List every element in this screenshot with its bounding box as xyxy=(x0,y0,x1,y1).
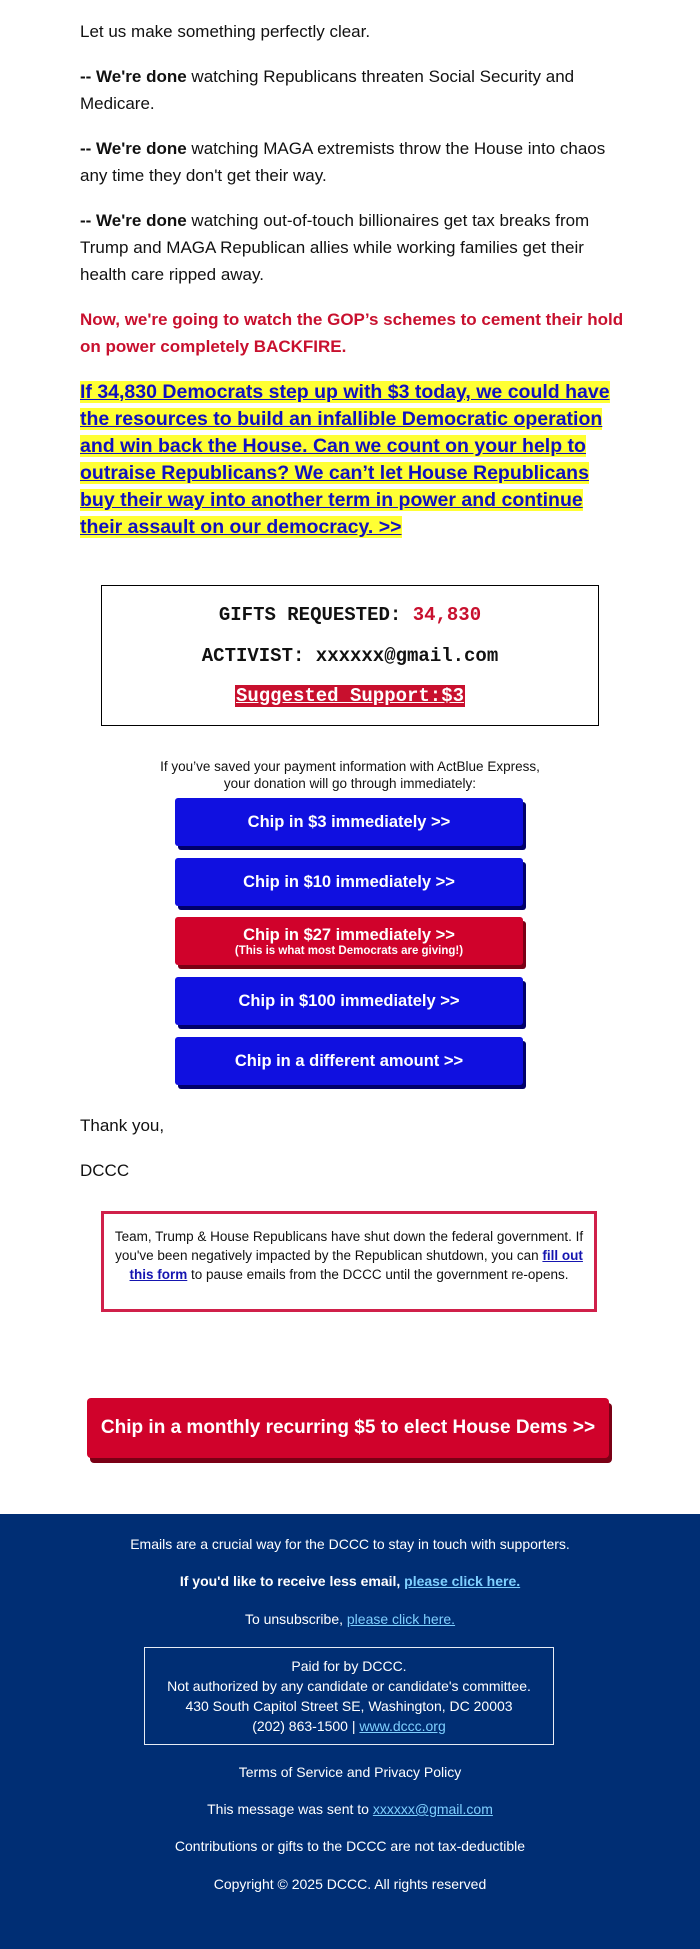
suggested-support xyxy=(102,685,598,707)
less-email-link[interactable]: please click here. xyxy=(404,1573,521,1589)
button-sublabel: (This is what most Democrats are giving!) xyxy=(234,944,464,957)
gifts-label: GIFTS REQUESTED: xyxy=(218,604,413,626)
paid-for-box xyxy=(144,1647,554,1745)
actblue-note xyxy=(100,758,600,792)
bullet-2 xyxy=(80,135,625,189)
signature: DCCC xyxy=(80,1161,130,1180)
chip-27-button[interactable] xyxy=(175,917,523,965)
highlight-paragraph xyxy=(80,379,625,541)
sent-to-line xyxy=(0,1801,700,1817)
tax-note: Contributions or gifts to the DCCC are not tax-deductible xyxy=(174,1838,526,1854)
chip-100-button[interactable] xyxy=(175,977,523,1025)
website-link[interactable]: www.dccc.org xyxy=(359,1718,446,1734)
button-label: Chip in a different amount >> xyxy=(234,1051,464,1070)
copyright: Copyright © 2025 DCCC. All rights reserved xyxy=(213,1876,487,1892)
sent-to-text: This message was sent to xyxy=(207,1801,373,1817)
donate-highlight-link[interactable]: If 34,830 Democrats step up with $3 today, we could have the resources to build an infallible Democratic operation and win back the House. Can we count on your help to outraise Republicans? We can’t let House Republicans buy their way into another term in power and continue their assault on our democracy. >> xyxy=(80,381,610,538)
unsubscribe-link[interactable]: please click here. xyxy=(346,1611,456,1627)
contact-line xyxy=(145,1716,553,1736)
activist-email: xxxxxx@gmail.com xyxy=(315,645,499,667)
signoff: Thank you, xyxy=(80,1116,165,1135)
bullet-lead: -- We're done xyxy=(80,211,187,230)
less-email-line xyxy=(0,1573,700,1589)
not-authorized-line: Not authorized by any candidate or candidate's committee. xyxy=(167,1678,531,1694)
footer xyxy=(0,1514,700,1949)
address-line: 430 South Capitol Street SE, Washington, DC 20003 xyxy=(185,1698,513,1714)
chip-other-amount-button[interactable] xyxy=(175,1037,523,1085)
bullet-1 xyxy=(80,63,625,117)
suggested-support-link[interactable]: Suggested Support:$3 xyxy=(235,685,465,707)
shutdown-notice xyxy=(101,1211,597,1312)
unsubscribe-text: To unsubscribe, xyxy=(244,1611,347,1627)
actblue-note-line: If you’ve saved your payment information with ActBlue Express, xyxy=(160,759,540,774)
fill-out-form-link[interactable]: fill out this form xyxy=(129,1248,583,1282)
actblue-note-line: your donation will go through immediately: xyxy=(223,776,477,791)
intro-text: Let us make something perfectly clear. xyxy=(80,22,371,41)
gifts-value: 34,830 xyxy=(412,604,482,626)
bullet-text: watching out-of-touch billionaires get tax breaks from Trump and MAGA Republican allies while working families get their health care ripped away. xyxy=(80,211,590,284)
button-label: Chip in a monthly recurring $5 to elect House Dems >> xyxy=(100,1417,596,1438)
button-label: Chip in $100 immediately >> xyxy=(238,991,460,1010)
footer-emails-note: Emails are a crucial way for the DCCC to stay in touch with supporters. xyxy=(130,1536,570,1552)
paid-for-line: Paid for by DCCC. xyxy=(291,1658,407,1674)
bullet-text: watching MAGA extremists throw the House into chaos any time they don't get their way. xyxy=(80,139,606,185)
activist xyxy=(102,645,598,667)
less-email-text: If you'd like to receive less email, xyxy=(179,1573,405,1589)
red-statement: Now, we're going to watch the GOP’s schemes to cement their hold on power completely BACKFIRE. xyxy=(80,310,624,356)
gifts-requested xyxy=(102,604,598,626)
bullet-lead: -- We're done xyxy=(80,67,187,86)
chip-10-button[interactable] xyxy=(175,858,523,906)
chip-3-button[interactable] xyxy=(175,798,523,846)
recipient-email-link[interactable]: xxxxxx@gmail.com xyxy=(372,1801,493,1817)
activist-label: ACTIVIST: xyxy=(201,645,316,667)
bullet-lead: -- We're done xyxy=(80,139,187,158)
notice-text: to pause emails from the DCCC until the government re-opens. xyxy=(187,1267,569,1282)
bullet-text: watching Republicans threaten Social Security and Medicare. xyxy=(80,67,575,113)
button-label: Chip in $10 immediately >> xyxy=(243,872,455,891)
gift-request-box xyxy=(101,585,599,726)
button-label: Chip in $27 immediately >> xyxy=(243,925,455,944)
button-label: Chip in $3 immediately >> xyxy=(247,812,451,831)
monthly-recurring-button[interactable] xyxy=(87,1398,609,1458)
terms-link[interactable]: Terms of Service and Privacy Policy xyxy=(238,1764,462,1780)
bullet-3 xyxy=(80,207,625,288)
notice-text: Team, Trump & House Republicans have shut down the federal government. If you've been negatively impacted by the Republican shutdown, you can xyxy=(114,1229,584,1263)
phone: (202) 863-1500 | xyxy=(252,1718,360,1734)
unsubscribe-line xyxy=(0,1611,700,1627)
